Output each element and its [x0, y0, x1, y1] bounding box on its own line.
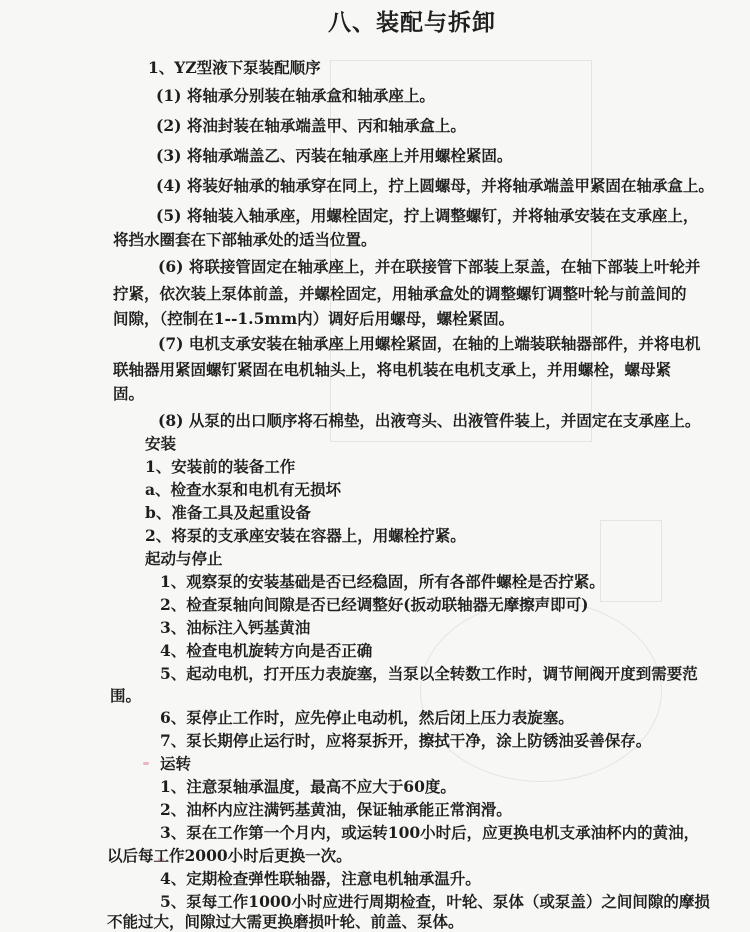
- step-line: (8) 从泵的出口顺序将石棉垫，出液弯头、出液管件装上，并固定在支承座上。: [158, 411, 701, 430]
- list-item: 6、泵停止工作时，应先停止电动机，然后闭上压力表旋塞。: [160, 708, 574, 727]
- step-line: 间隙，（控制在1--1.5mm内）调好后用螺母，螺栓紧固。: [113, 309, 515, 328]
- section-heading: 1、YZ型液下泵装配顺序: [148, 58, 321, 77]
- section-heading: 运转: [160, 754, 192, 773]
- list-item: 1、注意泵轴承温度，最高不应大于60度。: [160, 777, 456, 796]
- list-item: 2、油杯内应注满钙基黄油，保证轴承能正常润滑。: [160, 800, 512, 819]
- page-title: 八、装配与拆卸: [328, 9, 496, 36]
- list-item: 4、定期检查弹性联轴器，注意电机轴承温升。: [160, 869, 481, 888]
- list-item: 2、检查泵轴向间隙是否已经调整好(扳动联轴器无摩擦声即可): [160, 595, 589, 614]
- step-line: (3) 将轴承端盖乙、丙装在轴承座上并用螺栓紧固。: [156, 146, 513, 165]
- list-item: 以后每工作2000小时后更换一次。: [107, 846, 352, 865]
- step-line: (5) 将轴装入轴承座，用螺栓固定，拧上调整螺钉，并将轴承安装在支承座上，: [156, 206, 699, 225]
- list-item: 5、起动电机，打开压力表旋塞，当泵以全转数工作时，调节闸阀开度到需要范: [160, 664, 698, 683]
- step-line: (2) 将油封装在轴承端盖甲、丙和轴承盒上。: [156, 116, 466, 135]
- list-item: 4、检查电机旋转方向是否正确: [160, 641, 373, 660]
- step-line: 拧紧，依次装上泵体前盖，并螺栓固定，用轴承盒处的调整螺钉调整叶轮与前盖间的: [113, 284, 687, 303]
- step-line: (1) 将轴承分别装在轴承盒和轴承座上。: [156, 86, 435, 105]
- list-item: 不能过大，间隙过大需更换磨损叶轮、前盖、泵体。: [107, 912, 464, 931]
- list-item: 5、泵每工作1000小时应进行周期检查，叶轮、泵体（或泵盖）之间间隙的摩损: [160, 892, 710, 911]
- list-item: 7、泵长期停止运行时，应将泵拆开，擦拭干净，涂上防锈油妥善保存。: [160, 731, 652, 750]
- section-heading: 起动与停止: [145, 549, 223, 568]
- list-item: a、检查水泵和电机有无损坏: [145, 480, 342, 499]
- step-line: 联轴器用紧固螺钉紧固在电机轴头上，将电机装在电机支承上，并用螺栓，螺母紧: [113, 360, 672, 379]
- ink-stain: [143, 762, 149, 765]
- list-item: 2、将泵的支承座安装在容器上，用螺栓拧紧。: [145, 526, 466, 545]
- step-line: (4) 将装好轴承的轴承穿在同上，拧上圆螺母，并将轴承端盖甲紧固在轴承盒上。: [156, 176, 714, 195]
- step-line: (6) 将联接管固定在轴承座上，并在联接管下部装上泵盖，在轴下部装上叶轮并: [158, 257, 701, 276]
- list-item: 3、泵在工作第一个月内，或运转100小时后，应更换电机支承油杯内的黄油，: [160, 823, 700, 842]
- step-line: (7) 电机支承安装在轴承座上用螺栓紧固，在轴的上端装联轴器部件，并将电机: [158, 334, 701, 353]
- background-diagram-trace: [420, 600, 662, 782]
- list-item: 1、安装前的装备工作: [145, 457, 296, 476]
- section-heading: 安装: [145, 434, 177, 453]
- step-line: 固。: [113, 384, 145, 403]
- list-item: 1、观察泵的安装基础是否已经稳固，所有各部件螺栓是否拧紧。: [160, 572, 605, 591]
- list-item: 3、油标注入钙基黄油: [160, 618, 311, 637]
- step-line: 将挡水圈套在下部轴承处的适当位置。: [113, 230, 377, 249]
- background-diagram-trace: [600, 520, 662, 602]
- list-item: 围。: [110, 686, 142, 705]
- list-item: b、准备工具及起重设备: [145, 503, 311, 522]
